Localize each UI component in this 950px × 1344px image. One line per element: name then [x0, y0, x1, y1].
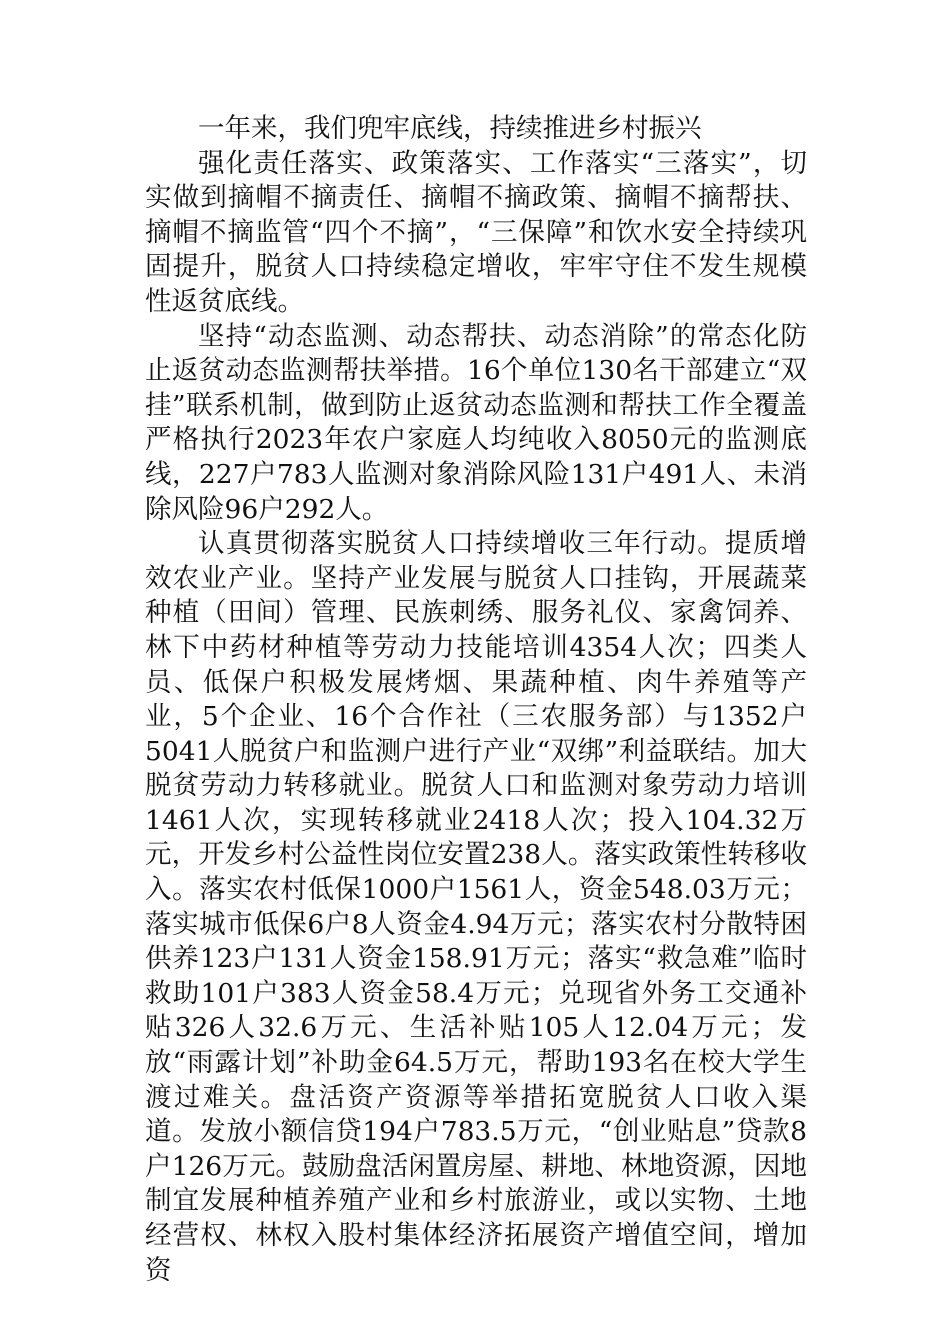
section-heading: 一年来，我们兜牢底线，持续推进乡村振兴 [198, 113, 702, 144]
document-body [145, 112, 807, 1288]
paragraph-income-action: 认真贯彻落实脱贫人口持续增收三年行动。提质增效农业产业。坚持产业发展与脱贫人口挂钩，开展蔬菜种植（田间）管理、民族刺绣、服务礼仪、家禽饲养、林下中药材种植等劳动力技能培训4354人次；四类人员、低保户积极发展烤烟、果蔬种植、肉牛养殖等产业，5个企业、16个合作社（三农服务部）与1352户5041人脱贫户和监测户进行产业“双绑”利益联结。加大脱贫劳动力转移就业。脱贫人口和监测对象劳动力培训1461人次，实现转移就业2418人次；投入104.32万元，开发乡村公益性岗位安置238人。落实政策性转移收入。落实农村低保1000户1561人，资金548.03万元；落实城市低保6户8人资金4.94万元；落实农村分散特困供养123户131人资金158.91万元；落实“救急难”临时救助101户383人资金58.4万元；兑现省外务工交通补贴326人32.6万元、生活补贴105人12.04万元；发放“雨露计划”补助金64.5万元，帮助193名在校大学生渡过难关。盘活资产资源等举措拓宽脱贫人口收入渠道。发放小额信贷194户783.5万元，“创业贴息”贷款8户126万元。鼓励盘活闲置房屋、耕地、林地资源，因地制宜发展种植养殖产业和乡村旅游业，或以实物、土地经营权、林权入股村集体经济拓展资产增值空间，增加资 [145, 528, 807, 1286]
paragraph-monitoring: 坚持“动态监测、动态帮扶、动态消除”的常态化防止返贫动态监测帮扶举措。16个单位130名干部建立“双挂”联系机制，做到防止返贫动态监测和帮扶工作全覆盖严格执行2023年农户家庭人均纯收入8050元的监测底线，227户783人监测对象消除风险131户491人、未消除风险96户292人。 [145, 320, 807, 525]
paragraph-responsibility: 强化责任落实、政策落实、工作落实“三落实”，切实做到摘帽不摘责任、摘帽不摘政策、摘帽不摘帮扶、摘帽不摘监管“四个不摘”，“三保障”和饮水安全持续巩固提升，脱贫人口持续稳定增收，牢牢守住不发生规模性返贫底线。 [145, 147, 807, 317]
